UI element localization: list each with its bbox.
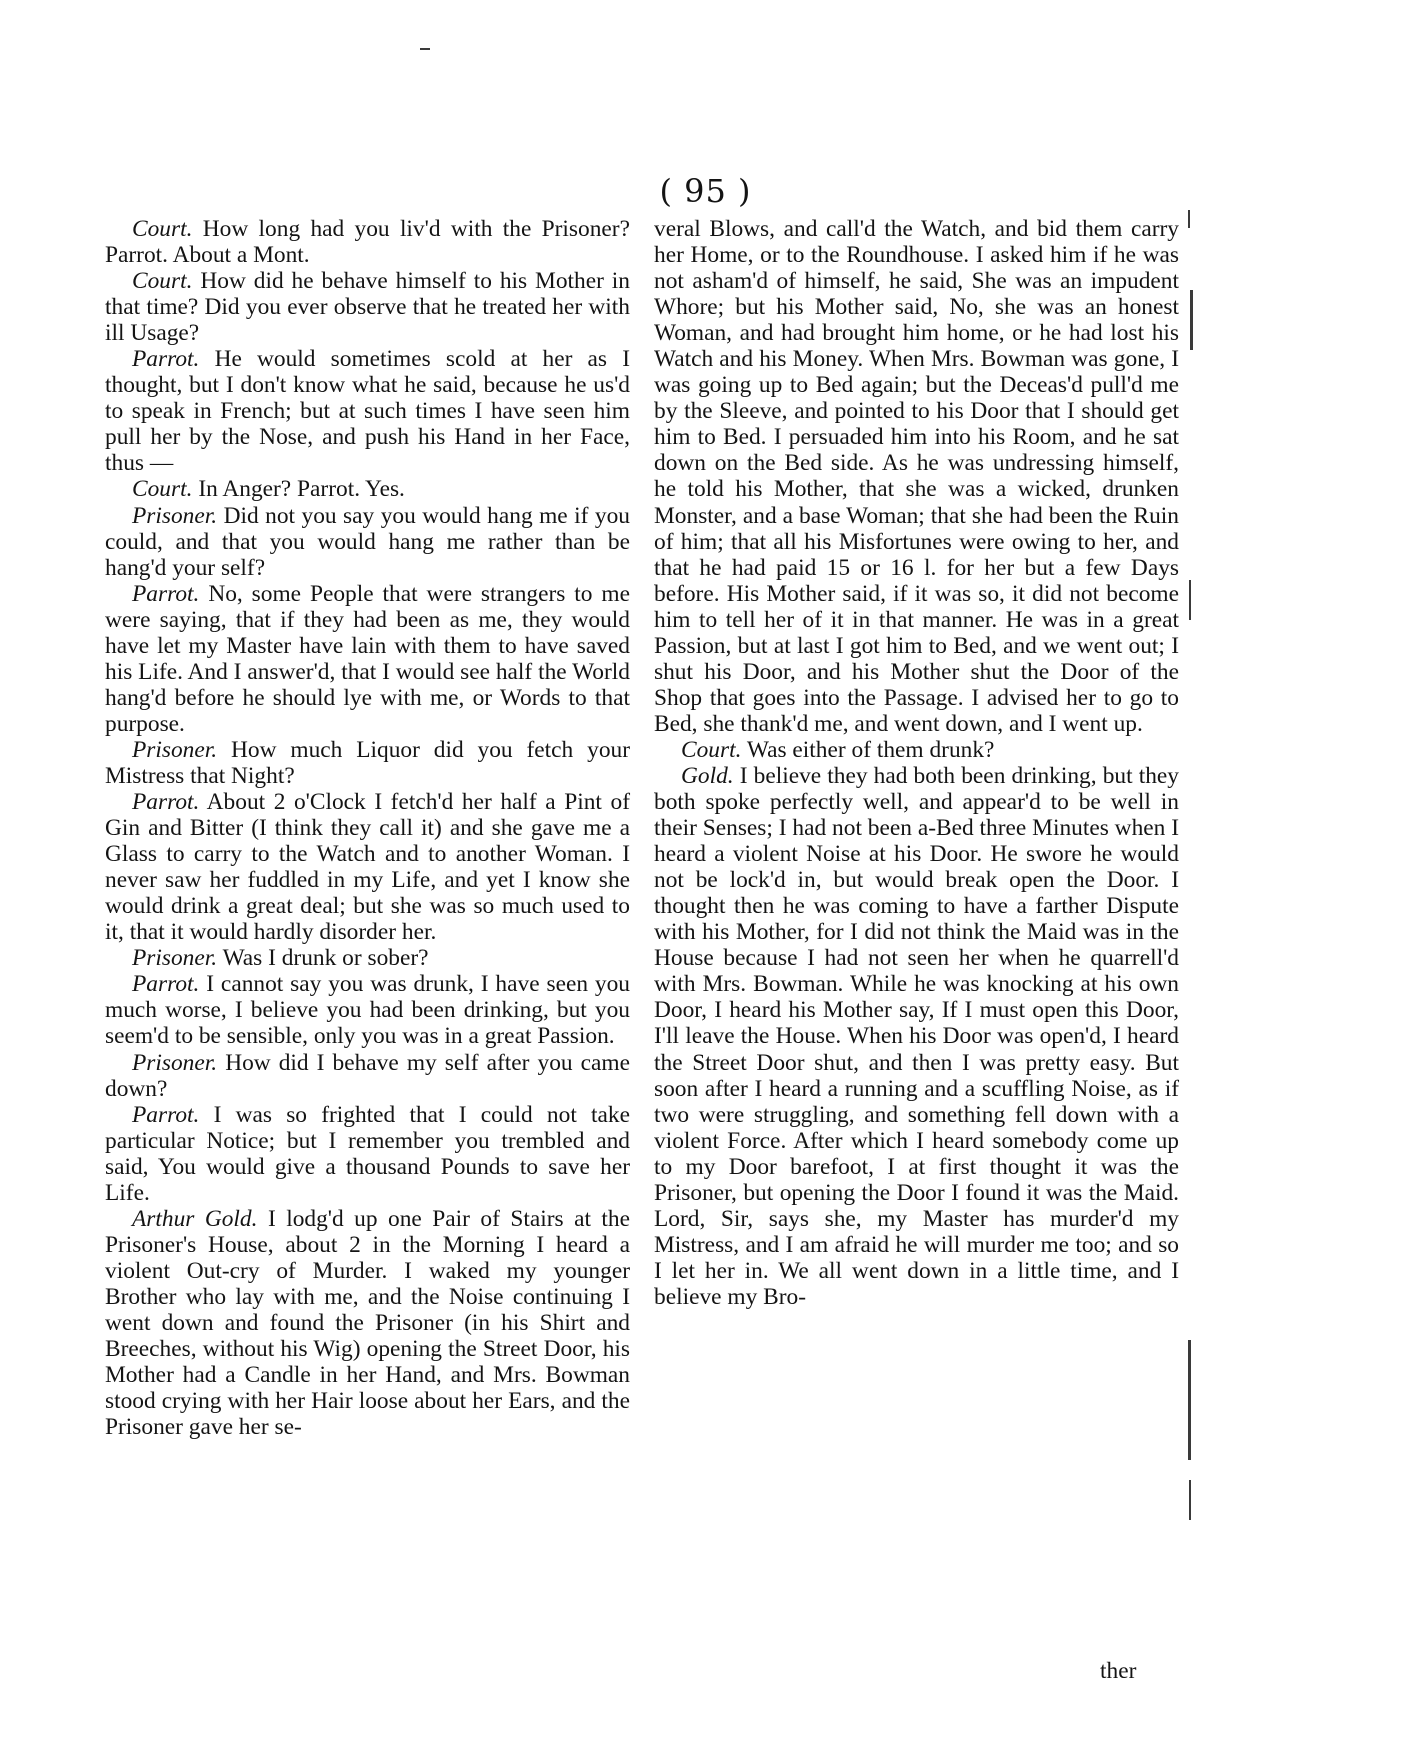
paragraph [105, 581, 630, 737]
paragraph-text: How did he behave himself to his Mother in that time? Did you ever observe that he treated her with ill Usage? [105, 268, 630, 347]
left-column [105, 216, 630, 1440]
speaker-name: Court. [132, 268, 193, 295]
paragraph-text: Was I drunk or sober? [222, 945, 429, 972]
paragraph-text: Was either of them drunk? [746, 736, 995, 763]
paragraph-text: Did not you say you would hang me if you could, and that you would hang me rather than be hang'd your self? [105, 502, 630, 581]
scan-speck [420, 48, 430, 50]
speaker-name: Parrot. [132, 580, 200, 607]
paragraph [654, 216, 1179, 737]
paragraph [105, 476, 630, 502]
scan-speck [1190, 290, 1193, 350]
scan-speck [1188, 210, 1190, 228]
paragraph [105, 346, 630, 476]
paragraph-text: I was so frighted that I could not take particular Notice; but I remember you trembled and said, You would give a thousand Pounds to save her Life. [105, 1101, 630, 1206]
speaker-name: Court. [132, 476, 193, 503]
paragraph [105, 503, 630, 581]
paragraph [105, 268, 630, 346]
paragraph [105, 945, 630, 971]
speaker-name: Gold. [681, 762, 734, 789]
paragraph-text: About 2 o'Clock I fetch'd her half a Pint of Gin and Bitter (I think they call it) and she gave me a Glass to carry to the Watch and to another Woman. I never saw her fuddled in my Life, and yet I know she would drink a great deal; but she was so much used to it, that it would hardly disorder her. [105, 789, 630, 946]
catchword: ther [1100, 1658, 1137, 1684]
speaker-name: Parrot. [132, 1101, 200, 1128]
speaker-name: Prisoner. [132, 502, 218, 529]
paragraph [105, 216, 630, 268]
speaker-name: Prisoner. [132, 945, 218, 972]
paragraph-text: How much Liquor did you fetch your Mistress that Night? [105, 736, 630, 789]
speaker-name: Arthur Gold. [132, 1205, 258, 1232]
speaker-name: Court. [681, 736, 742, 763]
paragraph-text: How long had you liv'd with the Prisoner? Parrot. About a Mont. [105, 216, 630, 269]
paragraph [654, 763, 1179, 1310]
paragraph [105, 1102, 630, 1206]
speaker-name: Court. [132, 216, 193, 242]
paragraph-text: How did I behave my self after you came down? [105, 1049, 630, 1102]
paragraph [105, 1050, 630, 1102]
paragraph-text: I cannot say you was drunk, I have seen you much worse, I believe you had been drinking, but you seem'd to be sensible, only you was in a great Passion. [105, 971, 630, 1050]
scan-speck [1189, 580, 1191, 620]
speaker-name: Prisoner. [132, 1049, 218, 1076]
scan-speck [1189, 1480, 1191, 1520]
page-number: ( 95 ) [659, 172, 752, 210]
paragraph-text: In Anger? Parrot. Yes. [198, 476, 405, 503]
speaker-name: Parrot. [132, 346, 200, 373]
speaker-name: Parrot. [132, 789, 200, 816]
paragraph [654, 737, 1179, 763]
paragraph-text: No, some People that were strangers to me were saying, that if they had been as me, they would have let my Master have lain with them to have saved his Life. And I answer'd, that I would see half the World hang'd before he should lye with me, or Words to that purpose. [105, 580, 630, 737]
scan-speck [1188, 1340, 1191, 1460]
paragraph [105, 789, 630, 945]
paragraph [105, 1206, 630, 1440]
paragraph-text: I believe they had both been drinking, but they both spoke perfectly well, and appear'd to be well in their Senses; I had not been a-Bed three Minutes when I heard a violent Noise at his Door. He swore he would not be lock'd in, but would break open the Door. I thought then he was coming to have a farther Dispute with his Mother, for I did not think the Maid was in the House because I had not seen her when he quarrell'd with Mrs. Bowman. While he was knocking at his own Door, I heard his Mother say, If I must open this Door, I'll leave the House. When his Door was open'd, I heard the Street Door shut, and then I was pretty easy. But soon after I heard a running and a scuffling Noise, as if two were struggling, and something fell down with a violent Force. After which I heard somebody come up to my Door barefoot, I at first thought it was the Prisoner, but opening the Door I found it was the Maid. Lord, Sir, says she, my Master has murder'd my Mistress, and I am afraid he will murder me too; and so I let her in. We all went down in a little time, and I believe my Bro- [654, 762, 1179, 1310]
paragraph [105, 737, 630, 789]
paragraph [105, 971, 630, 1049]
speaker-name: Parrot. [132, 971, 200, 998]
paragraph-text: He would sometimes scold at her as I thought, but I don't know what he said, because he us'd to speak in French; but at such times I have seen him pull her by the Nose, and push his Hand in her Face, thus — [105, 346, 630, 477]
speaker-name: Prisoner. [132, 736, 218, 763]
right-column [654, 216, 1179, 1310]
paragraph-text: I lodg'd up one Pair of Stairs at the Prisoner's House, about 2 in the Morning I heard a violent Out-cry of Murder. I waked my younger Brother who lay with me, and the Noise continuing I went down and found the Prisoner (in his Shirt and Breeches, without his Wig) opening the Street Door, his Mother had a Candle in her Hand, and Mrs. Bowman stood crying with her Hair loose about her Ears, and the Prisoner gave her se- [105, 1205, 630, 1441]
paragraph-text: veral Blows, and call'd the Watch, and bid them carry her Home, or to the Roundhouse. I asked him if he was not asham'd of himself, he said, She was an impudent Whore; but his Mother said, No, she was an honest Woman, and had brought him home, or he had lost his Watch and his Money. When Mrs. Bowman was gone, I was going up to Bed again; but the Deceas'd pull'd me by the Sleeve, and pointed to his Door that I should get him to Bed. I persuaded him into his Room, and he sat down on the Bed side. As he was undressing himself, he told his Mother, that she was a wicked, drunken Monster, and a base Woman; that she had been the Ruin of him; that all his Misfortunes were owing to her, and that he had paid 15 or 16 l. for her but a few Days before. His Mother said, if it was so, it did not become him to tell her of it in that manner. He was in a great Passion, but at last I got him to Bed, and we went out; I shut his Door, and his Mother shut the Door of the Shop that goes into the Passage. I advised her to go to Bed, she thank'd me, and went down, and I went up. [654, 216, 1179, 737]
